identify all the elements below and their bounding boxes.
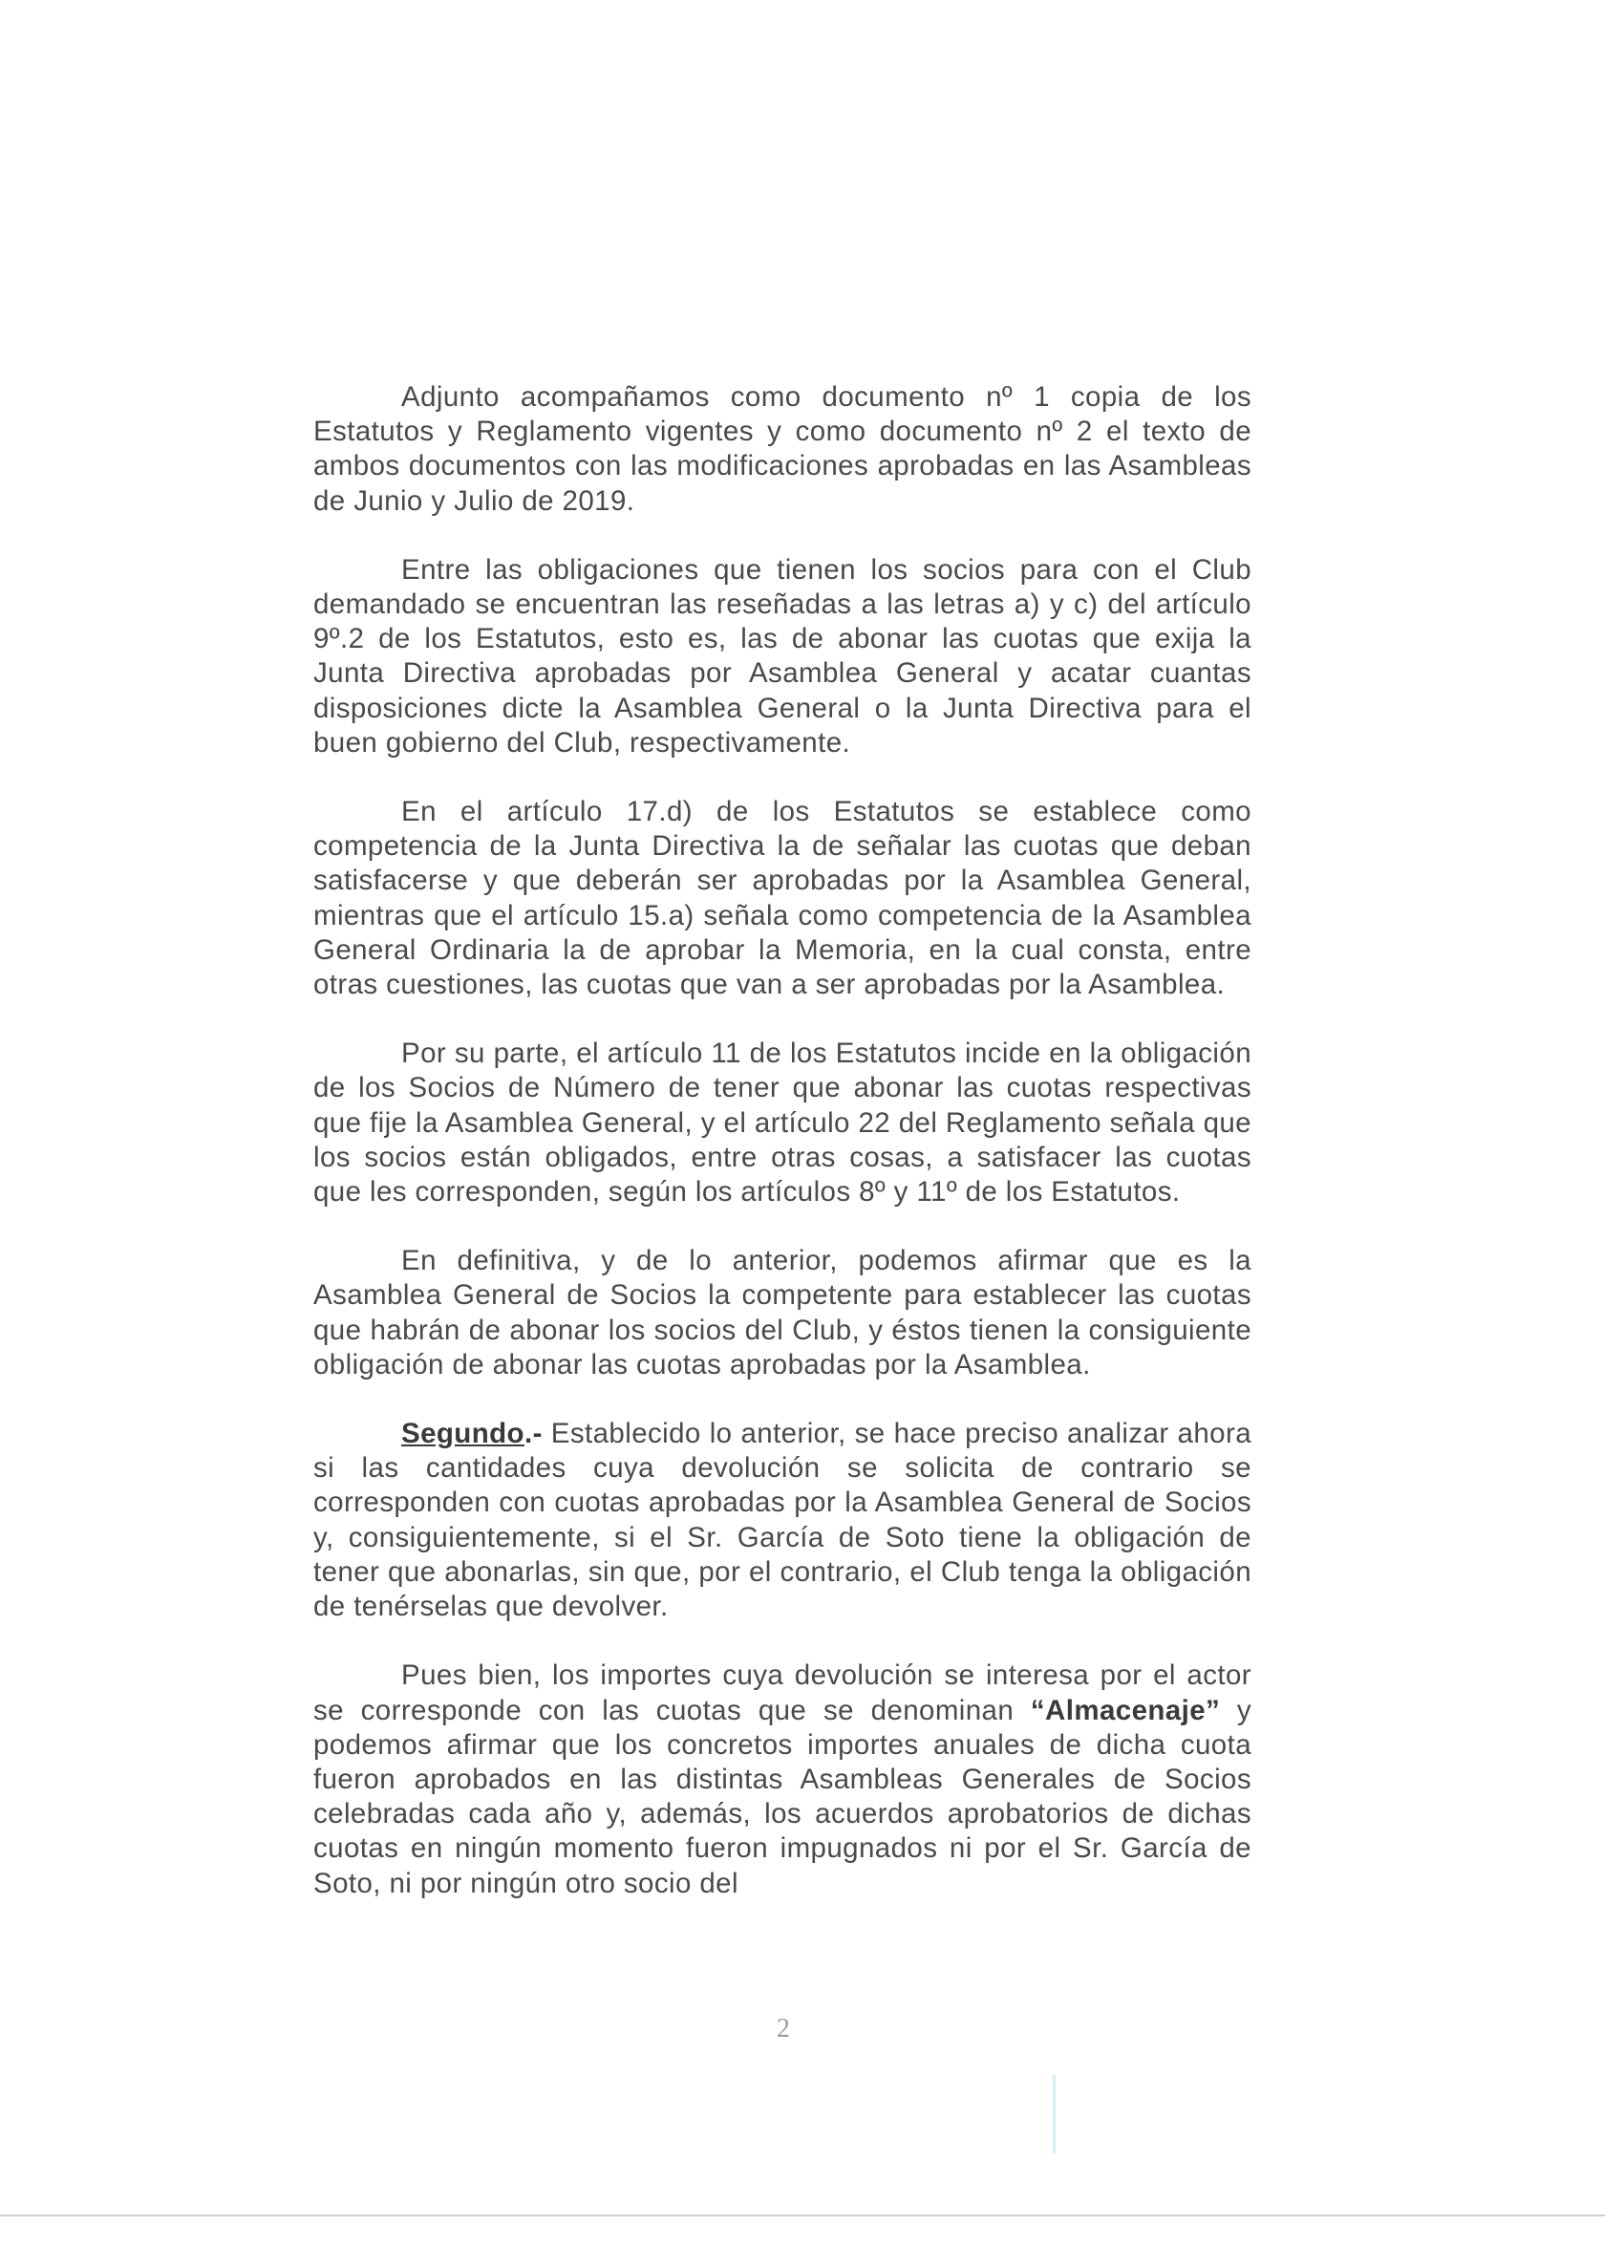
paragraph-adjunto: Adjunto acompañamos como documento nº 1 copia de los Estatutos y Reglamento vigentes y como documento nº 2 el texto de ambos documentos con las modificaciones aprobadas en las Asambleas de Junio y Julio de 2019. <box>313 381 1251 517</box>
section-heading-label: Segundo <box>401 1418 524 1450</box>
paragraph-articulo-11: Por su parte, el artículo 11 de los Estatutos incide en la obligación de los Socios de Número de tener que abonar las cuotas respectivas que fije la Asamblea General, y el artículo 22 del Reglamento señala que los socios están obligados, entre otras cosas, a satisfacer las cuotas que les corresponden, según los artículos 8º y 11º de los Estatutos. <box>313 1038 1251 1209</box>
document-body <box>313 380 1251 1936</box>
paragraph-segundo-text: Establecido lo anterior, se hace preciso analizar ahora si las cantidades cuya devolución se solicita de contrario se corresponden con cuotas aprobadas por la Asamblea General de Socios y, consiguientemente, si el Sr. García de Soto tiene la obligación de tener que abonarlas, sin que, por el contrario, el Club tenga la obligación de tenérselas que devolver. <box>313 1418 1251 1623</box>
paragraph-pues-bien-before: Pues bien, los importes cuya devolución se interesa por el actor se corresponde con las cuotas que se denominan <box>313 1659 1251 1726</box>
paragraph-articulo-17: En el artículo 17.d) de los Estatutos se establece como competencia de la Junta Directiva la de señalar las cuotas que deban satisfacerse y que deberán ser aprobadas por la Asamblea General, mientras que el artículo 15.a) señala como competencia de la Asamblea General Ordinaria la de aprobar la Memoria, en la cual consta, entre otras cuestiones, las cuotas que van a ser aprobadas por la Asamblea. <box>313 796 1251 1001</box>
scan-edge-line <box>0 2215 1605 2216</box>
section-heading-segundo <box>401 1418 543 1449</box>
section-heading-suffix: .- <box>524 1418 543 1450</box>
paragraph-pues-bien-after: y podemos afirmar que los concretos importes anuales de dicha cuota fueron aprobados en las distintas Asambleas Generales de Socios celebradas cada año y, además, los acuerdos aprobatorios de dichas cuotas en ningún momento fueron impugnados ni por el Sr. García de Soto, ni por ningún otro socio del <box>313 1694 1252 1899</box>
paragraph-segundo <box>313 1417 1251 1624</box>
paragraph-en-definitiva: En definitiva, y de lo anterior, podemos afirmar que es la Asamblea General de Socios la competente para establecer las cuotas que habrán de abonar los socios del Club, y éstos tienen la consiguiente obligación de abonar las cuotas aprobadas por la Asamblea. <box>313 1245 1251 1380</box>
paragraph-obligaciones: Entre las obligaciones que tienen los socios para con el Club demandado se encuentran las reseñadas a las letras a) y c) del artículo 9º.2 de los Estatutos, esto es, las de abonar las cuotas que exija la Junta Directiva aprobadas por Asamblea General y acatar cuantas disposiciones dicte la Asamblea General o la Junta Directiva para el buen gobierno del Club, respectivamente. <box>313 553 1251 759</box>
emphasis-almacenaje: “Almacenaje” <box>1030 1694 1221 1726</box>
scan-artifact-mark <box>1053 2075 1056 2153</box>
paragraph-pues-bien <box>313 1658 1251 1900</box>
page-number: 2 <box>777 2014 790 2043</box>
